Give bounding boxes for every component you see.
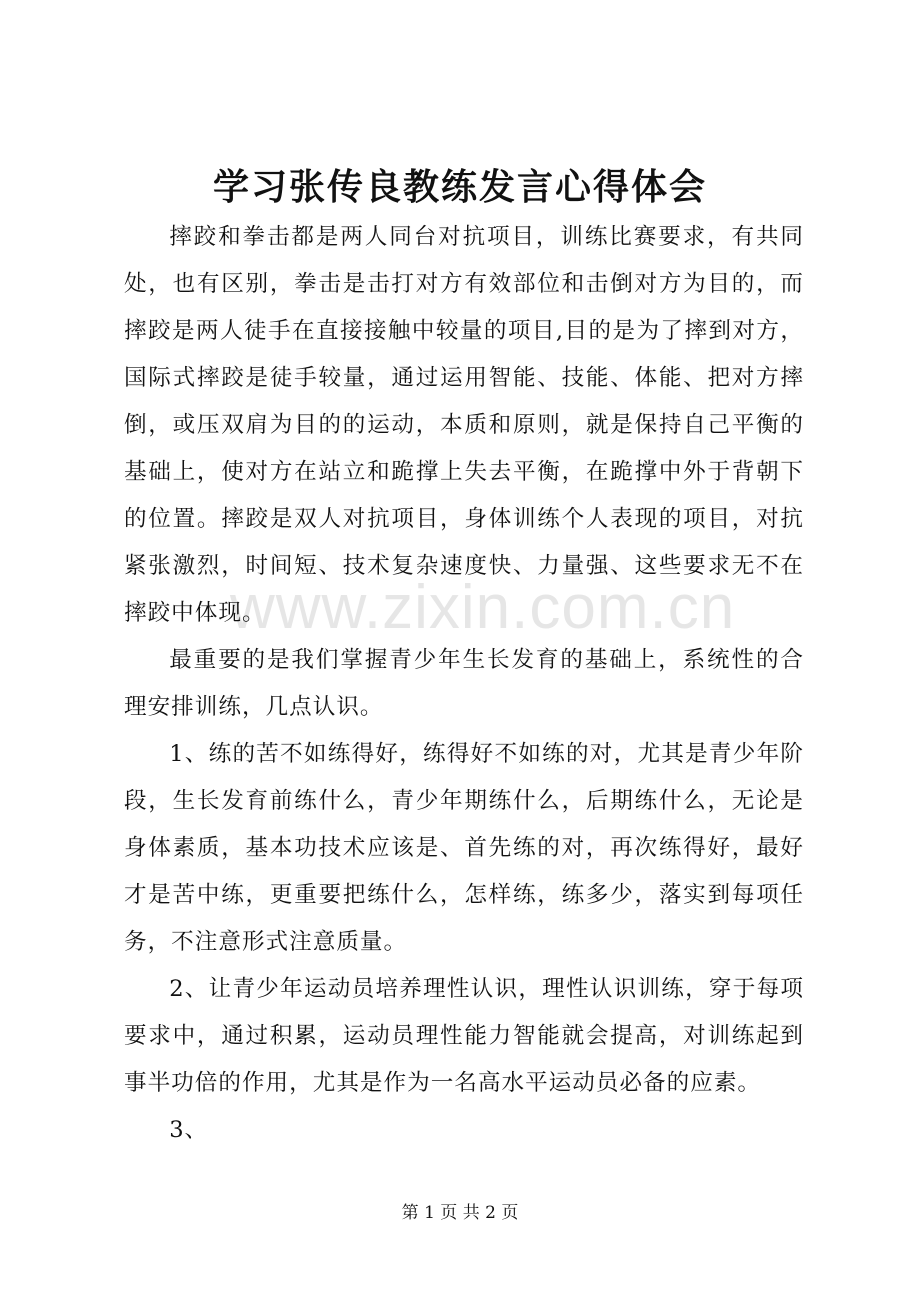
paragraph-point-1: 1、练的苦不如练得好，练得好不如练的对，尤其是青少年阶段，生长发育前练什么，青少年期练什么，后期练什么，无论是身体素质，基本功技术应该是、首先练的对，再次练得好，最好才是苦中练，更重要把练什么，怎样练，练多少，落实到每项任务，不注意形式注意质量。: [124, 741, 804, 955]
page-footer: 第 1 页 共 2 页: [401, 1203, 519, 1223]
paragraph-point-2: 2、让青少年运动员培养理性认识，理性认识训练，穿于每项要求中，通过积累，运动员理性能力智能就会提高，对训练起到事半功倍的作用，尤其是作为一名高水平运动员必备的应素。: [124, 976, 804, 1096]
watermark: www.zixin.com.cn: [230, 573, 736, 642]
paragraph-summary: 最重要的是我们掌握青少年生长发育的基础上，系统性的合理安排训练，几点认识。: [124, 647, 804, 720]
paragraph-intro: 摔跤和拳击都是两人同台对抗项目，训练比赛要求，有共同处，也有区别，拳击是击打对方有效部位和击倒对方为目的，而摔跤是两人徒手在直接接触中较量的项目,目的是为了摔到对方，国际式摔跤是徒手较量，通过运用智能、技能、体能、把对方摔倒，或压双肩为目的的运动，本质和原则，就是保持自己平衡的基础上，使对方在站立和跪撑上失去平衡，在跪撑中外于背朝下的位置。摔跤是双人对抗项目，身体训练个人表现的项目，对抗紧张激烈，时间短、技术复杂速度快、力量强、这些要求无不在摔跤中体现。: [124, 224, 804, 626]
paragraph-point-3: 3、: [169, 1117, 209, 1143]
document-body: [124, 214, 804, 1154]
document-title: 学习张传良教练发言心得体会: [212, 166, 707, 208]
